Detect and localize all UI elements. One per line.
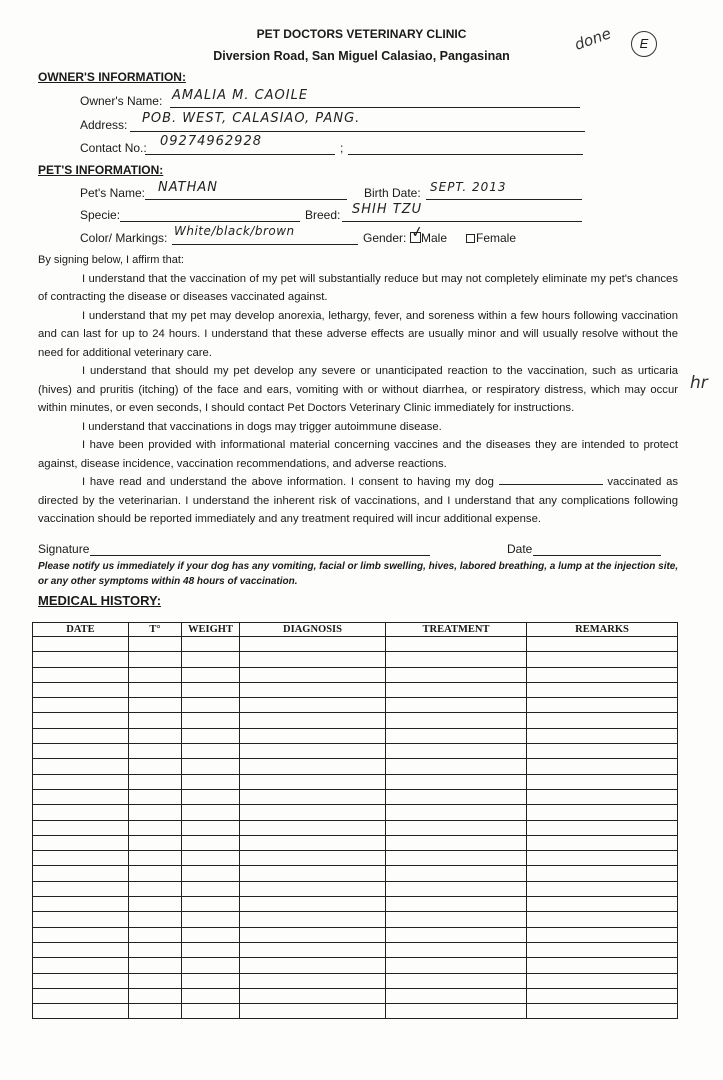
table-row [33, 698, 678, 713]
table-cell[interactable] [386, 637, 527, 652]
table-cell[interactable] [386, 973, 527, 988]
table-cell[interactable] [129, 1004, 182, 1019]
male-label: Male [421, 231, 448, 245]
table-cell[interactable] [182, 851, 240, 866]
table-cell[interactable] [386, 866, 527, 881]
consent-paragraph-3: I understand that should my pet develop any severe or unanticipated reaction to the vaccination, such as urticaria (hives) and pruritis (itching) of the face and ears, vomiting with or without diarrhea, or respiratory distress, which may occur within minutes, or even seconds, I should contact Pet Doctors Veterinary Clinic immediately for instructions. [38, 365, 678, 414]
owner-section-title: OWNER'S INFORMATION: [38, 70, 186, 84]
table-row [33, 652, 678, 667]
table-cell[interactable] [527, 667, 678, 682]
pet-name-label: Pet's Name: [80, 186, 145, 200]
table-row [33, 881, 678, 896]
column-diagnosis: DIAGNOSIS [240, 623, 386, 637]
table-cell[interactable] [129, 973, 182, 988]
table-cell[interactable] [527, 927, 678, 942]
table-cell[interactable] [527, 897, 678, 912]
margin-mark: E [631, 31, 657, 57]
table-cell[interactable] [33, 912, 129, 927]
birth-date-value[interactable]: SEPT. 2013 [430, 180, 507, 194]
owner-contact-label: Contact No.: [80, 141, 147, 155]
medical-section-title: MEDICAL HISTORY: [38, 593, 162, 608]
table-cell[interactable] [33, 759, 129, 774]
table-cell[interactable] [182, 805, 240, 820]
table-cell[interactable] [527, 942, 678, 957]
table-row [33, 805, 678, 820]
table-cell[interactable] [129, 866, 182, 881]
table-row [33, 958, 678, 973]
table-cell[interactable] [240, 897, 386, 912]
table-cell[interactable] [386, 851, 527, 866]
table-cell[interactable] [182, 988, 240, 1003]
table-cell[interactable] [240, 1004, 386, 1019]
table-cell[interactable] [33, 1004, 129, 1019]
table-cell[interactable] [129, 713, 182, 728]
table-cell[interactable] [386, 805, 527, 820]
consent-body [38, 251, 678, 529]
table-cell[interactable] [182, 774, 240, 789]
column-temperature: T° [129, 623, 182, 637]
table-cell[interactable] [33, 667, 129, 682]
column-weight: WEIGHT [182, 623, 240, 637]
consent-paragraph-6b: vaccinated as directed by the veterinarian. I understand the inherent risk of vaccinations, and I understand that any complications following vaccination should be reported immediately and any treatment required will incur additional expense. [38, 476, 679, 525]
table-cell[interactable] [182, 942, 240, 957]
table-cell[interactable] [33, 897, 129, 912]
table-cell[interactable] [33, 728, 129, 743]
table-cell[interactable] [33, 851, 129, 866]
table-cell[interactable] [182, 897, 240, 912]
notify-note: Please notify us immediately if your dog has any vomiting, facial or limb swelling, hives, labored breathing, a lump at the injection site, or any other symptoms within 48 hours of vaccination. [38, 561, 679, 587]
table-row [33, 973, 678, 988]
table-cell[interactable] [386, 713, 527, 728]
table-cell[interactable] [33, 713, 129, 728]
table-cell[interactable] [240, 789, 386, 804]
table-cell[interactable] [129, 927, 182, 942]
date-label: Date [507, 542, 533, 556]
table-cell[interactable] [33, 881, 129, 896]
table-cell[interactable] [33, 866, 129, 881]
color-label: Color/ Markings: [80, 231, 168, 245]
table-cell[interactable] [527, 789, 678, 804]
owner-address-label: Address: [80, 118, 128, 132]
table-cell[interactable] [182, 759, 240, 774]
table-cell[interactable] [527, 728, 678, 743]
table-row [33, 637, 678, 652]
table-row [33, 774, 678, 789]
column-treatment: TREATMENT [386, 623, 527, 637]
table-cell[interactable] [386, 774, 527, 789]
table-cell[interactable] [33, 682, 129, 697]
table-cell[interactable] [129, 652, 182, 667]
table-cell[interactable] [386, 1004, 527, 1019]
owner-contact-line [145, 154, 335, 155]
table-cell[interactable] [386, 682, 527, 697]
table-cell[interactable] [182, 866, 240, 881]
table-cell[interactable] [129, 835, 182, 850]
table-cell[interactable] [386, 820, 527, 835]
table-cell[interactable] [240, 728, 386, 743]
dog-name-blank[interactable] [499, 484, 603, 485]
consent-paragraph-1: I understand that the vaccination of my pet will substantially reduce but may not completely eliminate my pet's chances of contracting the disease or diseases vaccinated against. [38, 272, 678, 303]
medical-history-table [32, 622, 678, 1019]
table-row [33, 835, 678, 850]
table-cell[interactable] [129, 789, 182, 804]
table-cell[interactable] [527, 851, 678, 866]
table-cell[interactable] [240, 912, 386, 927]
table-cell[interactable] [182, 728, 240, 743]
table-row [33, 713, 678, 728]
side-mark: hr [690, 373, 708, 393]
table-cell[interactable] [527, 805, 678, 820]
contact-separator: ; [340, 141, 344, 155]
table-row [33, 942, 678, 957]
table-cell[interactable] [129, 698, 182, 713]
table-cell[interactable] [386, 927, 527, 942]
table-cell[interactable] [129, 667, 182, 682]
signature-label: Signature [38, 542, 90, 556]
consent-paragraph-6a: I have read and understand the above information. I consent to having my dog [82, 476, 494, 488]
pet-name-line [145, 199, 347, 200]
table-cell[interactable] [527, 713, 678, 728]
consent-paragraph-2: I understand that my pet may develop anorexia, lethargy, fever, and soreness within a few hours following vaccination and can last for up to 24 hours. I understand that these adverse effects are usually minor and will usually resolve without the need for additional veterinary care. [38, 309, 678, 359]
table-cell[interactable] [386, 912, 527, 927]
table-cell[interactable] [33, 789, 129, 804]
table-row [33, 988, 678, 1003]
table-cell[interactable] [240, 942, 386, 957]
male-check-mark: ✓ [409, 223, 426, 242]
consent-intro: By signing below, I affirm that: [38, 254, 184, 266]
table-cell[interactable] [527, 988, 678, 1003]
table-cell[interactable] [240, 759, 386, 774]
table-cell[interactable] [33, 835, 129, 850]
table-cell[interactable] [240, 866, 386, 881]
table-row [33, 897, 678, 912]
table-cell[interactable] [33, 652, 129, 667]
table-cell[interactable] [129, 682, 182, 697]
table-cell[interactable] [129, 912, 182, 927]
pet-name-value[interactable]: NATHAN [158, 180, 219, 195]
breed-line [342, 221, 582, 222]
column-date: DATE [33, 623, 129, 637]
table-cell[interactable] [33, 988, 129, 1003]
table-cell[interactable] [182, 652, 240, 667]
table-cell[interactable] [182, 713, 240, 728]
table-row [33, 851, 678, 866]
table-cell[interactable] [33, 958, 129, 973]
owner-name-label: Owner's Name: [80, 94, 163, 108]
consent-paragraph-4: I understand that vaccinations in dogs may trigger autoimmune disease. [82, 420, 442, 433]
table-cell[interactable] [182, 667, 240, 682]
table-cell[interactable] [527, 744, 678, 759]
female-label: Female [476, 231, 517, 245]
table-row [33, 728, 678, 743]
table-cell[interactable] [182, 698, 240, 713]
table-cell[interactable] [182, 789, 240, 804]
table-row [33, 1004, 678, 1019]
table-row [33, 912, 678, 927]
column-remarks: REMARKS [527, 623, 678, 637]
table-cell[interactable] [33, 698, 129, 713]
table-cell[interactable] [33, 820, 129, 835]
date-line[interactable] [533, 555, 661, 556]
table-cell[interactable] [240, 637, 386, 652]
table-row [33, 866, 678, 881]
table-cell[interactable] [129, 759, 182, 774]
clinic-address: Diversion Road, San Miguel Calasiao, Pangasinan [213, 49, 510, 63]
table-cell[interactable] [240, 973, 386, 988]
table-cell[interactable] [33, 744, 129, 759]
table-row [33, 667, 678, 682]
table-cell[interactable] [240, 698, 386, 713]
table-cell[interactable] [240, 652, 386, 667]
table-cell[interactable] [129, 958, 182, 973]
pet-section-title: PET'S INFORMATION: [38, 163, 164, 177]
table-cell[interactable] [129, 820, 182, 835]
table-cell[interactable] [129, 805, 182, 820]
consent-paragraph-6 [38, 473, 678, 529]
table-cell[interactable] [527, 698, 678, 713]
table-cell[interactable] [240, 820, 386, 835]
table-cell[interactable] [386, 789, 527, 804]
birth-date-label: Birth Date: [364, 186, 421, 200]
table-cell[interactable] [33, 927, 129, 942]
owner-name-line [170, 107, 580, 108]
table-cell[interactable] [33, 942, 129, 957]
table-row [33, 789, 678, 804]
table-cell[interactable] [386, 698, 527, 713]
table-cell[interactable] [182, 820, 240, 835]
table-cell[interactable] [182, 637, 240, 652]
female-checkbox[interactable] [466, 234, 475, 243]
owner-address-value[interactable]: POB. WEST, CALASIAO, PANG. [142, 111, 361, 126]
table-cell[interactable] [33, 637, 129, 652]
table-row [33, 820, 678, 835]
owner-contact-value[interactable]: 09274962928 [160, 134, 262, 149]
table-cell[interactable] [33, 774, 129, 789]
table-cell[interactable] [386, 744, 527, 759]
table-cell[interactable] [182, 973, 240, 988]
table-cell[interactable] [240, 805, 386, 820]
breed-value[interactable]: SHIH TZU [352, 202, 423, 217]
table-row [33, 682, 678, 697]
consent-paragraph-5: I have been provided with informational material concerning vaccines and the diseases they are intended to protect against, disease incidence, vaccination recommendations, and adverse reactions. [38, 439, 678, 470]
table-cell[interactable] [527, 820, 678, 835]
specie-line [120, 221, 300, 222]
table-cell[interactable] [240, 713, 386, 728]
table-cell[interactable] [527, 912, 678, 927]
owner-address-line [130, 131, 585, 132]
table-cell[interactable] [129, 851, 182, 866]
table-cell[interactable] [527, 637, 678, 652]
table-cell[interactable] [240, 881, 386, 896]
table-row [33, 759, 678, 774]
table-cell[interactable] [182, 912, 240, 927]
table-cell[interactable] [182, 1004, 240, 1019]
color-value[interactable]: White/black/brown [174, 224, 295, 238]
table-cell[interactable] [527, 881, 678, 896]
table-cell[interactable] [240, 744, 386, 759]
table-cell[interactable] [33, 973, 129, 988]
table-cell[interactable] [527, 682, 678, 697]
table-cell[interactable] [527, 1004, 678, 1019]
medical-header-row [33, 623, 678, 637]
table-cell[interactable] [129, 881, 182, 896]
table-cell[interactable] [240, 958, 386, 973]
table-cell[interactable] [182, 744, 240, 759]
table-cell[interactable] [240, 988, 386, 1003]
table-cell[interactable] [386, 759, 527, 774]
table-cell[interactable] [129, 637, 182, 652]
birth-date-line [426, 199, 582, 200]
table-cell[interactable] [129, 728, 182, 743]
color-line [172, 244, 358, 245]
table-cell[interactable] [182, 835, 240, 850]
table-cell[interactable] [386, 958, 527, 973]
table-cell[interactable] [33, 805, 129, 820]
table-cell[interactable] [527, 759, 678, 774]
gender-label: Gender: [363, 231, 407, 245]
table-cell[interactable] [386, 942, 527, 957]
medical-table-body [33, 637, 678, 1019]
table-cell[interactable] [527, 835, 678, 850]
table-cell[interactable] [386, 988, 527, 1003]
table-cell[interactable] [240, 774, 386, 789]
table-cell[interactable] [386, 897, 527, 912]
table-cell[interactable] [129, 942, 182, 957]
clinic-name: PET DOCTORS VETERINARY CLINIC [256, 27, 467, 41]
table-cell[interactable] [182, 881, 240, 896]
table-cell[interactable] [240, 851, 386, 866]
table-cell[interactable] [527, 866, 678, 881]
table-cell[interactable] [386, 728, 527, 743]
table-cell[interactable] [386, 667, 527, 682]
table-cell[interactable] [240, 927, 386, 942]
table-cell[interactable] [386, 835, 527, 850]
table-cell[interactable] [129, 988, 182, 1003]
table-cell[interactable] [129, 744, 182, 759]
table-row [33, 744, 678, 759]
table-cell[interactable] [129, 774, 182, 789]
table-cell[interactable] [240, 682, 386, 697]
table-cell[interactable] [182, 927, 240, 942]
owner-contact2-line [348, 154, 583, 155]
table-cell[interactable] [527, 958, 678, 973]
margin-note: done [572, 24, 614, 54]
specie-label: Specie: [80, 208, 121, 222]
owner-name-value[interactable]: AMALIA M. CAOILE [172, 88, 309, 103]
table-cell[interactable] [527, 652, 678, 667]
table-cell[interactable] [386, 652, 527, 667]
table-cell[interactable] [129, 897, 182, 912]
breed-label: Breed: [305, 208, 341, 222]
table-cell[interactable] [182, 958, 240, 973]
table-cell[interactable] [386, 881, 527, 896]
table-cell[interactable] [527, 774, 678, 789]
table-row [33, 927, 678, 942]
table-cell[interactable] [527, 973, 678, 988]
table-cell[interactable] [182, 682, 240, 697]
table-cell[interactable] [240, 835, 386, 850]
table-cell[interactable] [240, 667, 386, 682]
signature-line[interactable] [90, 555, 430, 556]
